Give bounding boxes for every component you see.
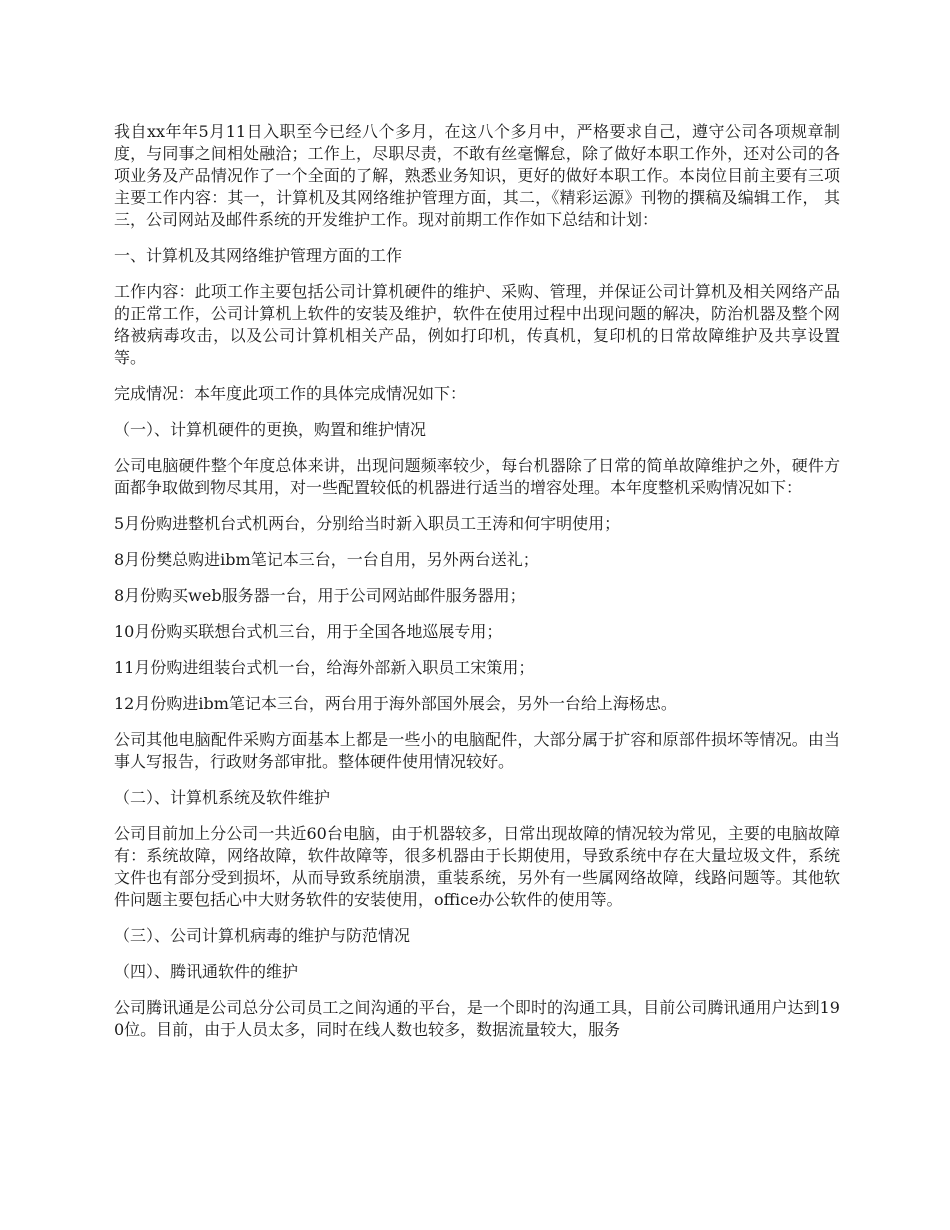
subsection-heading: （二）、计算机系统及软件维护 [114,788,331,807]
list-item: 12月份购进ibm笔记本三台，两台用于海外部国外展会，另外一台给上海杨忠。 [114,694,677,713]
subsection-heading: （一）、计算机硬件的更换，购置和维护情况 [114,420,427,439]
section-heading: 一、计算机及其网络维护管理方面的工作 [114,246,403,265]
body-paragraph: 完成情况：本年度此项工作的具体完成情况如下： [114,384,467,403]
body-paragraph: 公司腾讯通是公司总分公司员工之间沟通的平台，是一个即时的沟通工具，目前公司腾讯通用户达到190位。目前，由于人员太多，同时在线人数也较多，数据流量较大，服务 [114,998,840,1039]
body-paragraph: 公司其他电脑配件采购方面基本上都是一些小的电脑配件，大部分属于扩容和原部件损坏等情况。由当事人写报告，行政财务部审批。整体硬件使用情况较好。 [114,730,840,771]
intro-paragraph: 我自xx年年5月11日入职至今已经八个多月，在这八个多月中，严格要求自己，遵守公司各项规章制度，与同事之间相处融洽；工作上，尽职尽责，不敢有丝毫懈怠，除了做好本职工作外，还对公司的各项业务及产品情况作了一个全面的了解，熟悉业务知识，更好的做好本职工作。本岗位目前主要有三项主要工作内容：其一，计算机及其网络维护管理方面，其二，《精彩运源》刊物的撰稿及编辑工作， 其三，公司网站及邮件系统的开发维护工作。现对前期工作作如下总结和计划： [114,122,840,229]
body-paragraph: 工作内容：此项工作主要包括公司计算机硬件的维护、采购、管理，并保证公司计算机及相关网络产品的正常工作，公司计算机上软件的安装及维护，软件在使用过程中出现问题的解决，防治机器及整个网络被病毒攻击，以及公司计算机相关产品，例如打印机，传真机，复印机的日常故障维护及共享设置等。 [114,282,840,367]
document-body [114,121,840,1041]
list-item: 10月份购买联想台式机三台，用于全国各地巡展专用； [114,622,503,641]
body-paragraph: 公司电脑硬件整个年度总体来讲，出现问题频率较少，每台机器除了日常的简单故障维护之外，硬件方面都争取做到物尽其用，对一些配置较低的机器进行适当的增容处理。本年度整机采购情况如下： [114,456,840,497]
list-item: 5月份购进整机台式机两台，分别给当时新入职员工王涛和何宇明使用； [114,514,621,533]
body-paragraph: 公司目前加上分公司一共近60台电脑，由于机器较多，日常出现故障的情况较为常见，主要的电脑故障有：系统故障，网络故障，软件故障等，很多机器由于长期使用，导致系统中存在大量垃圾文件，系统文件也有部分受到损坏，从而导致系统崩溃，重装系统，另外有一些属网络故障，线路问题等。其他软件问题主要包括心中大财务软件的安装使用，office办公软件的使用等。 [114,824,840,909]
list-item: 11月份购进组装台式机一台，给海外部新入职员工宋策用； [114,658,535,677]
subsection-heading: （三）、公司计算机病毒的维护与防范情况 [114,926,411,945]
list-item: 8月份购买web服务器一台，用于公司网站邮件服务器用； [114,586,526,605]
subsection-heading: （四）、腾讯通软件的维护 [114,962,299,981]
list-item: 8月份樊总购进ibm笔记本三台，一台自用，另外两台送礼； [114,550,539,569]
